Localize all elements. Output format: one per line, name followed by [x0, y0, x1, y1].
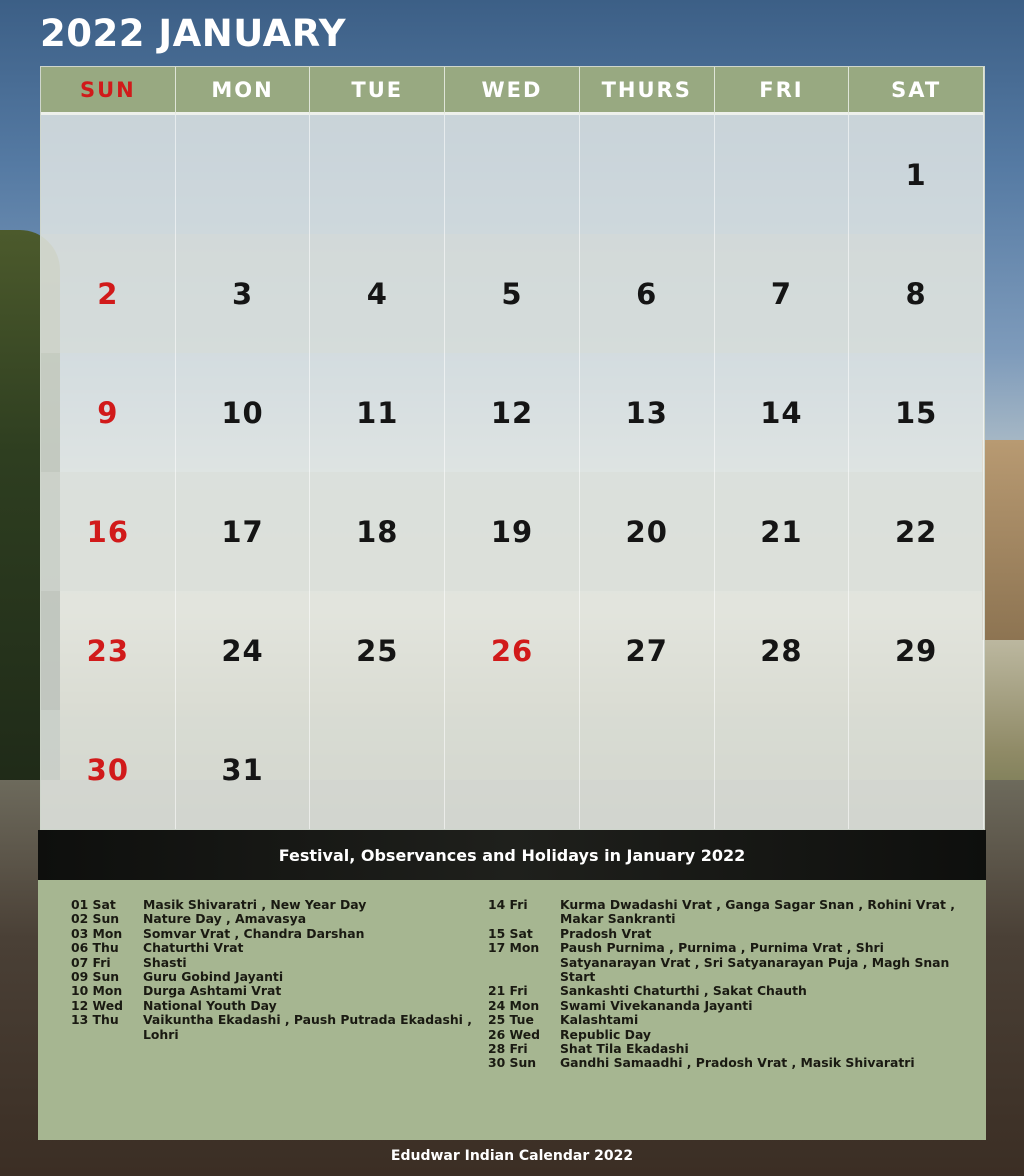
day-cell: 17	[176, 472, 311, 591]
festival-item	[488, 1056, 963, 1070]
festival-date: 15 Sat	[488, 925, 533, 941]
festival-name: Kurma Dwadashi Vrat , Ganga Sagar Snan , Rohini Vrat , Makar Sankranti	[560, 897, 955, 927]
festival-date: 12 Wed	[71, 997, 124, 1013]
day-cell: 29	[849, 591, 984, 710]
festival-name: Swami Vivekananda Jayanti	[560, 997, 753, 1013]
festival-date: 13 Thu	[71, 1012, 119, 1028]
weekday-header: WED	[445, 67, 580, 115]
weekday-header: MON	[176, 67, 311, 115]
festival-item	[71, 984, 476, 998]
day-cell: 6	[580, 234, 715, 353]
day-cell: 13	[580, 353, 715, 472]
festivals-list-left	[71, 898, 476, 1042]
festival-item	[71, 970, 476, 984]
empty-day-cell	[715, 710, 850, 829]
day-cell: 10	[176, 353, 311, 472]
weekday-header: TUE	[310, 67, 445, 115]
day-cell: 19	[445, 472, 580, 591]
day-cell: 26	[445, 591, 580, 710]
day-cell: 11	[310, 353, 445, 472]
empty-day-cell	[715, 115, 850, 234]
background-palace	[982, 440, 1024, 640]
festival-name: National Youth Day	[143, 997, 277, 1013]
day-cell: 9	[41, 353, 176, 472]
festival-name: Nature Day , Amavasya	[143, 911, 307, 927]
festival-date: 01 Sat	[71, 897, 116, 912]
festival-item	[488, 1042, 963, 1056]
festivals-heading: Festival, Observances and Holidays in January 2022	[38, 830, 986, 880]
day-cell: 5	[445, 234, 580, 353]
festival-date: 28 Fri	[488, 1041, 528, 1057]
day-cell: 15	[849, 353, 984, 472]
day-cell: 16	[41, 472, 176, 591]
day-cell: 8	[849, 234, 984, 353]
festival-name: Shat Tila Ekadashi	[560, 1041, 689, 1057]
day-cell: 12	[445, 353, 580, 472]
festival-name: Somvar Vrat , Chandra Darshan	[143, 925, 365, 941]
festival-date: 25 Tue	[488, 1012, 534, 1028]
festival-date: 17 Mon	[488, 940, 540, 956]
festival-name: Guru Gobind Jayanti	[143, 969, 284, 985]
day-cell: 18	[310, 472, 445, 591]
festival-item	[71, 956, 476, 970]
empty-day-cell	[445, 115, 580, 234]
day-cell: 24	[176, 591, 311, 710]
festival-name: Pradosh Vrat	[560, 925, 652, 941]
day-cell: 22	[849, 472, 984, 591]
calendar-title: 2022 JANUARY	[40, 12, 347, 55]
festival-date: 14 Fri	[488, 897, 528, 912]
empty-day-cell	[176, 115, 311, 234]
weekday-header: FRI	[715, 67, 850, 115]
day-cell: 20	[580, 472, 715, 591]
day-cell: 4	[310, 234, 445, 353]
footer-credit: Edudwar Indian Calendar 2022	[390, 1148, 634, 1164]
empty-day-cell	[310, 710, 445, 829]
festival-date: 09 Sun	[71, 969, 120, 985]
empty-day-cell	[580, 115, 715, 234]
festival-item	[71, 912, 476, 926]
day-cell: 23	[41, 591, 176, 710]
festival-item	[488, 927, 963, 941]
day-cell: 31	[176, 710, 311, 829]
festivals-panel	[38, 880, 986, 1140]
weekday-header: THURS	[580, 67, 715, 115]
empty-day-cell	[849, 710, 984, 829]
festival-date: 21 Fri	[488, 983, 528, 999]
festival-name: Kalashtami	[560, 1012, 639, 1028]
festival-date: 24 Mon	[488, 997, 540, 1013]
festival-name: Vaikuntha Ekadashi , Paush Putrada Ekadashi , Lohri	[143, 1012, 472, 1042]
weekday-header: SUN	[41, 67, 176, 115]
festival-date: 02 Sun	[71, 911, 120, 927]
festival-item	[488, 1028, 963, 1042]
festival-date: 26 Wed	[488, 1026, 541, 1042]
festival-item	[71, 999, 476, 1013]
festival-name: Masik Shivaratri , New Year Day	[143, 897, 367, 912]
festival-name: Durga Ashtami Vrat	[143, 983, 282, 999]
empty-day-cell	[41, 115, 176, 234]
festival-item	[71, 927, 476, 941]
empty-day-cell	[310, 115, 445, 234]
day-cell: 2	[41, 234, 176, 353]
festival-item	[488, 941, 963, 984]
empty-day-cell	[445, 710, 580, 829]
calendar-grid	[40, 66, 985, 830]
festival-name: Paush Purnima , Purnima , Purnima Vrat , Shri Satyanarayan Vrat , Sri Satyanarayan Puja , Magh Snan Start	[560, 940, 950, 985]
festivals-list-right	[488, 898, 963, 1071]
festival-item	[71, 898, 476, 912]
festival-item	[488, 1013, 963, 1027]
day-cell: 27	[580, 591, 715, 710]
day-cell: 14	[715, 353, 850, 472]
day-cell: 7	[715, 234, 850, 353]
day-cell: 21	[715, 472, 850, 591]
festival-date: 03 Mon	[71, 925, 123, 941]
festival-date: 06 Thu	[71, 940, 119, 956]
festival-name: Sankashti Chaturthi , Sakat Chauth	[560, 983, 807, 999]
empty-day-cell	[580, 710, 715, 829]
day-cell: 28	[715, 591, 850, 710]
festival-item	[488, 898, 963, 927]
festival-item	[71, 941, 476, 955]
festival-item	[71, 1013, 476, 1042]
festival-name: Republic Day	[560, 1026, 651, 1042]
festival-date: 07 Fri	[71, 954, 111, 970]
day-cell: 30	[41, 710, 176, 829]
festival-date: 10 Mon	[71, 983, 123, 999]
festival-name: Gandhi Samaadhi , Pradosh Vrat , Masik Shivaratri	[560, 1055, 915, 1071]
day-cell: 1	[849, 115, 984, 234]
festival-name: Shasti	[143, 954, 187, 970]
day-cell: 25	[310, 591, 445, 710]
festival-item	[488, 984, 963, 998]
festival-date: 30 Sun	[488, 1055, 537, 1071]
day-cell: 3	[176, 234, 311, 353]
festival-item	[488, 999, 963, 1013]
festival-name: Chaturthi Vrat	[143, 940, 244, 956]
weekday-header: SAT	[849, 67, 984, 115]
